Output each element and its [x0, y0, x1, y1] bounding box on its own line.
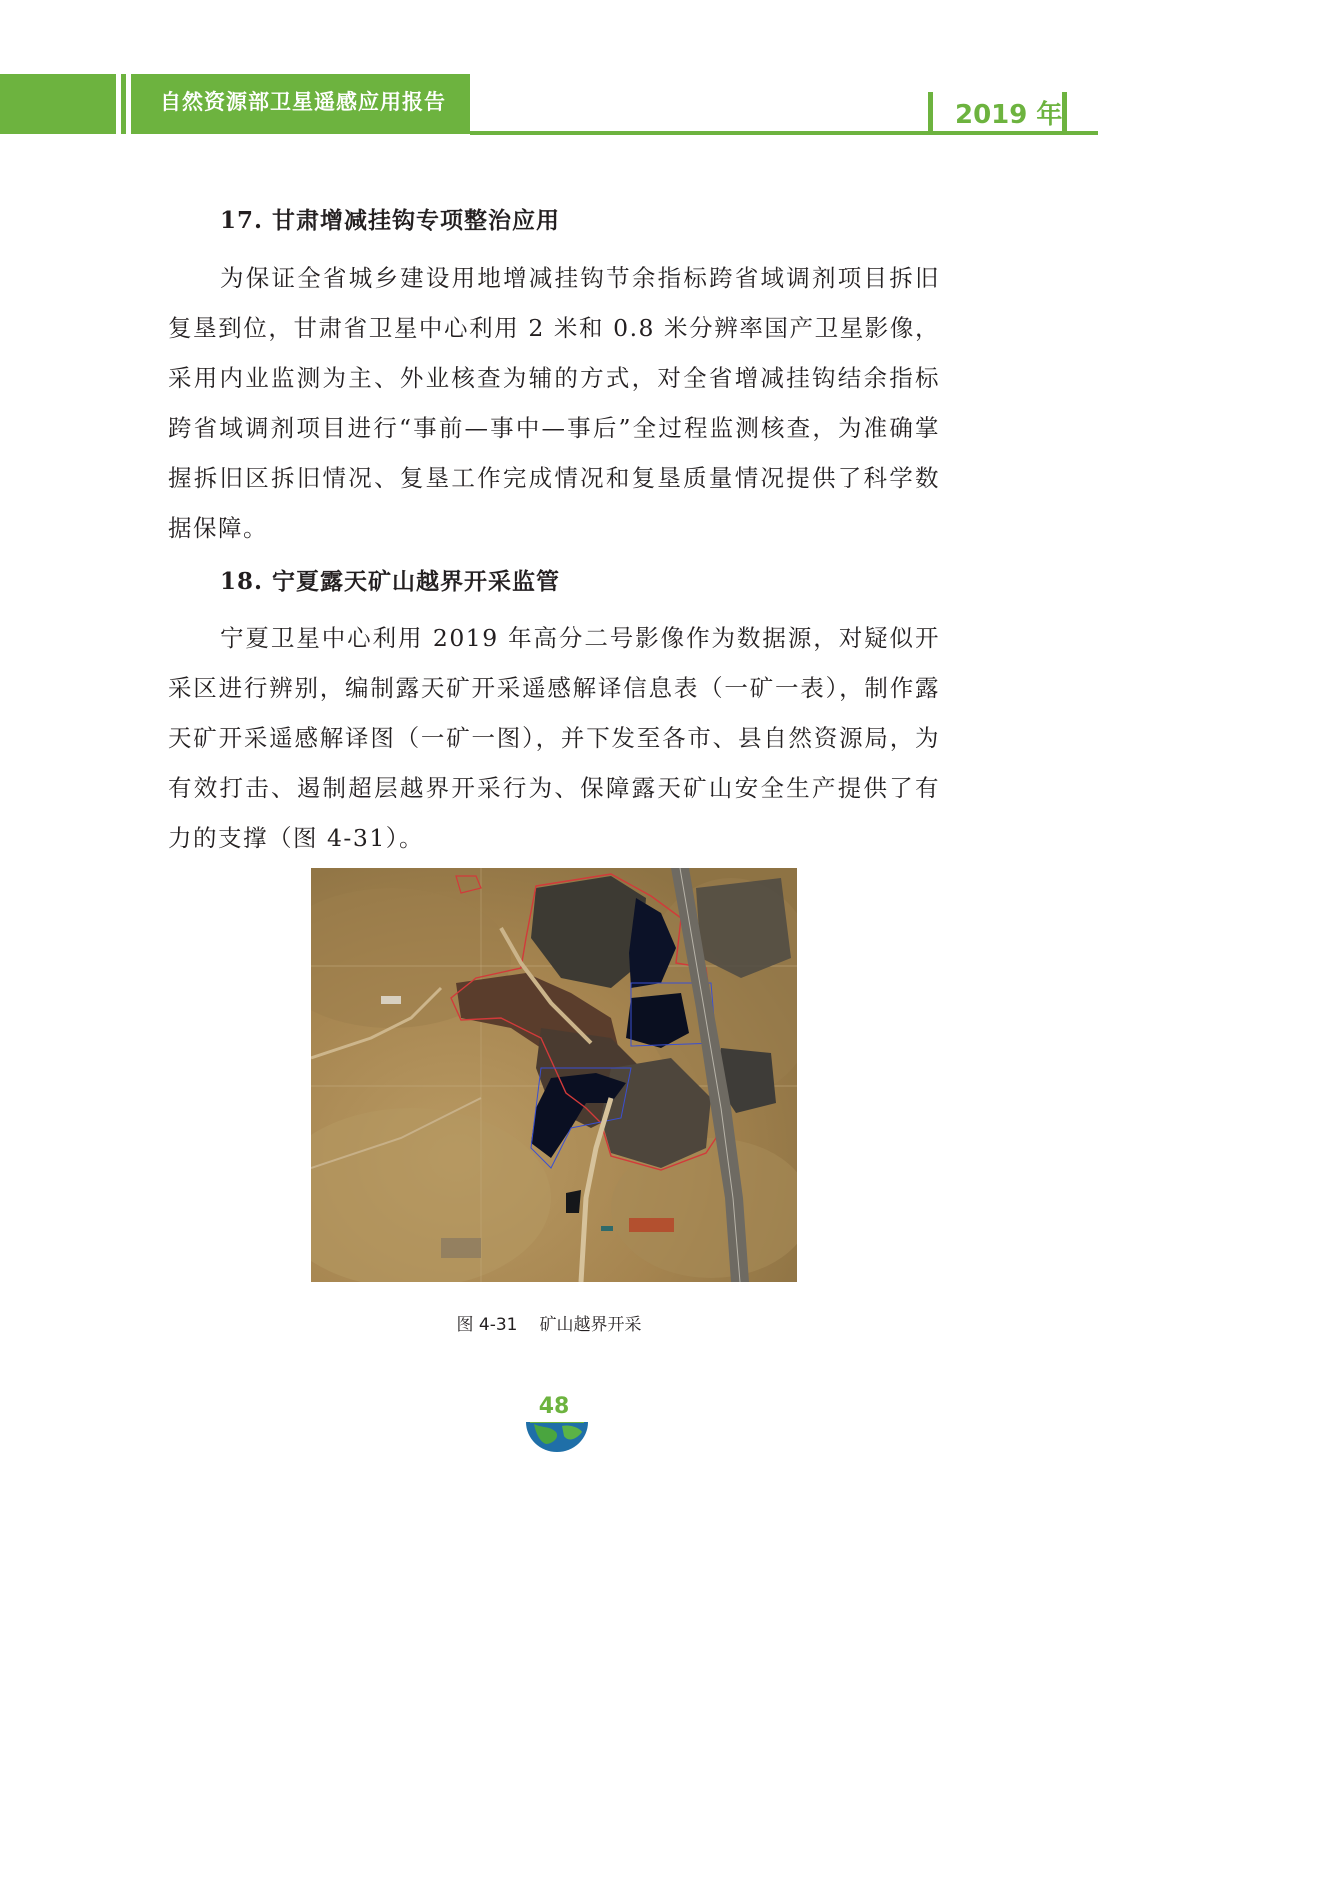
year-bar-left	[928, 92, 933, 135]
section-paragraph-17: 为保证全省城乡建设用地增减挂钩节余指标跨省域调剂项目拆旧复垦到位，甘肃省卫星中心利用 2 米和 0.8 米分辨率国产卫星影像，采用内业监测为主、外业核查为辅的方式，对全省增减挂钩结余指标跨省域调剂项目进行“事前—事中—事后”全过程监测核查，为准确掌握拆旧区拆旧情况、复垦工作完成情况和复垦质量情况提供了科学数据保障。	[168, 264, 940, 542]
year-bar-right	[1062, 92, 1067, 135]
mine-satellite-image	[311, 868, 797, 1282]
figure-number: 图 4-31	[456, 1315, 518, 1335]
globe-icon	[526, 1422, 588, 1452]
header-rule	[470, 131, 1098, 135]
section-heading-18: 18. 宁夏露天矿山越界开采监管	[220, 568, 561, 595]
report-title: 自然资源部卫星遥感应用报告	[160, 90, 446, 114]
figure-title: 矿山越界开采	[539, 1315, 642, 1335]
section-paragraph-18: 宁夏卫星中心利用 2019 年高分二号影像作为数据源，对疑似开采区进行辨别，编制露天矿开采遥感解译信息表（一矿一表），制作露天矿开采遥感解译图（一矿一图），并下发至各市、县自然资源局，为有效打击、遏制超层越界开采行为、保障露天矿山安全生产提供了有力的支撑（图 4-31）。	[168, 624, 940, 852]
report-year: 2019 年	[955, 100, 1063, 130]
page-number: 48	[538, 1394, 570, 1419]
header-stripe	[116, 74, 121, 134]
section-heading-17: 17. 甘肃增减挂钩专项整治应用	[220, 207, 561, 234]
header-stripe	[126, 74, 131, 134]
figure-caption	[0, 1310, 1098, 1335]
